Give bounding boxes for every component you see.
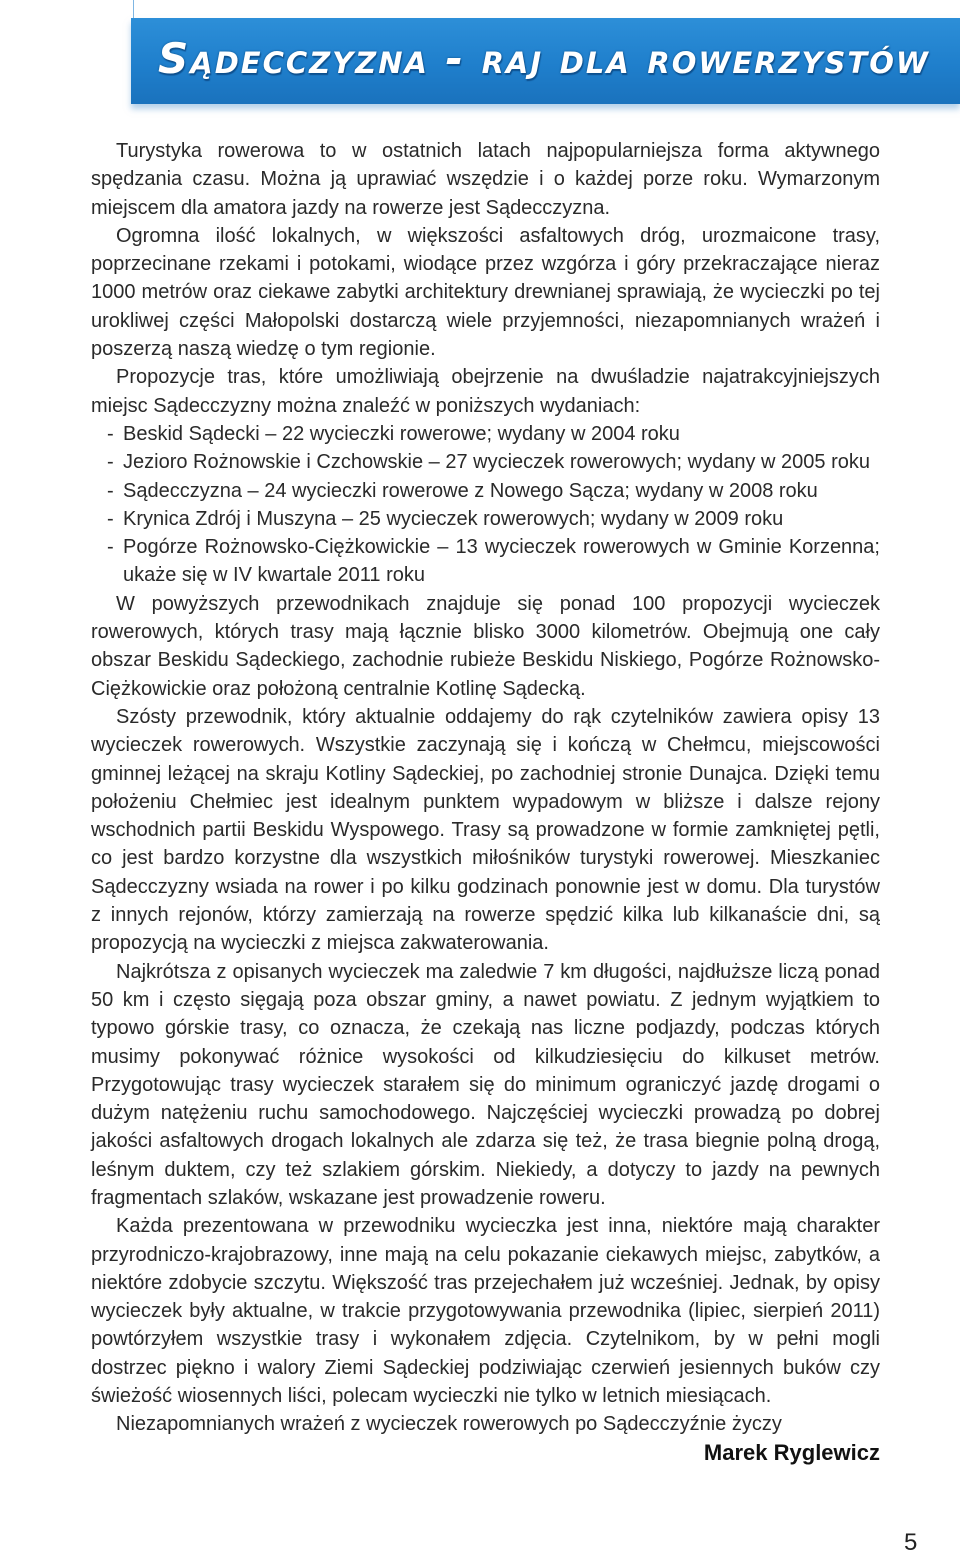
paragraph-guides: W powyższych przewodnikach znajduje się ponad 100 propozycji wycieczek rowerowych, których trasy mają łącznie blisko 3000 kilometrów. Obejmują one cały obszar Beskidu Sądeckiego, zachodnie rubieże Beskidu Niskiego, Pogórze Rożnowsko-Ciężkowickie oraz położoną centralnie Kotlinę Sądecką.: [91, 592, 880, 700]
list-item: [107, 420, 880, 448]
list-item: [107, 477, 880, 505]
page-number: 5: [904, 1529, 918, 1556]
paragraph-intro: Turystyka rowerowa to w ostatnich latach najpopularniejsza forma aktywnego spędzania czasu. Można ją uprawiać wszędzie i o każdej porze roku. Wymarzonym miejscem dla amatora jazdy na rowerze jest Sądecczyzna.: [91, 140, 880, 219]
list-item: [107, 533, 880, 590]
list-item-text: Beskid Sądecki – 22 wycieczki rowerowe; wydany w 2004 roku: [123, 422, 680, 445]
paragraph-sixth-guide: Szósty przewodnik, który aktualnie oddajemy do rąk czytelników zawiera opisy 13 wycieczek rowerowych. Wszystkie zaczynają się i kończą w Chełmcu, miejscowości gminnej leżącej na skraju Kotliny Sądeckiej, po zachodniej stronie Dunajca. Dzięki temu położeniu Chełmiec jest idealnym punktem wypadowym w bliższe i dalsze rejony wschodnich partii Beskidu Wyspowego. Trasy są prowadzone w formie zamkniętej pętli, co jest bardzo korzystne dla wszystkich miłośników turystyki rowerowej. Mieszkaniec Sądecczyzny wsiada na rower i po kilku godzinach ponownie jest w domu. Dla turystów z innych rejonów, którzy zamierzają na rowerze spędzić kilka lub kilkanaście dni, są propozycją na wycieczki z miejsca zakwaterowania.: [91, 705, 880, 955]
list-item: [107, 448, 880, 476]
list-dash: -: [107, 422, 114, 445]
paragraph-closing: Niezapomnianych wrażeń z wycieczek rowerowych po Sądecczyźnie życzy: [116, 1413, 782, 1436]
list-item-text: Krynica Zdrój i Muszyna – 25 wycieczek rowerowych; wydany w 2009 roku: [123, 507, 784, 530]
decorative-vertical-line: [133, 0, 134, 18]
list-dash: -: [107, 479, 114, 502]
list-item-text: Sądecczyzna – 24 wycieczki rowerowe z Nowego Sącza; wydany w 2008 roku: [123, 479, 818, 502]
list-item-text: Pogórze Rożnowsko-Ciężkowickie – 13 wycieczek rowerowych w Gminie Korzenna; ukaże się w IV kwartale 2011 roku: [123, 536, 880, 587]
page-title: Sądecczyzna - raj dla rowerzystów: [158, 34, 930, 83]
list-dash: -: [107, 507, 114, 530]
article-body: [91, 137, 880, 1467]
paragraph-proposals: Propozycje tras, które umożliwiają obejrzenie na dwuśladzie najatrakcyjniejszych miejsc Sądecczyzny można znaleźć w poniższych wydaniach:: [91, 366, 880, 417]
author-signature: Marek Ryglewicz: [703, 1439, 880, 1465]
publications-list: [91, 420, 880, 590]
paragraph-routes: Najkrótsza z opisanych wycieczek ma zaledwie 7 km długości, najdłuższe liczą ponad 50 km i często sięgają poza obszar gminy, a nawet powiatu. Z jednym wyjątkiem to typowo górskie trasy, co oznacza, że czekają nas liczne podjazdy, podczas których musimy pokonywać różnice wysokości od kilkudziesięciu do kilkuset metrów. Przygotowując trasy wycieczek starałem się do minimum ograniczyć jazdę drogami o dużym natężeniu ruchu samochodowego. Najczęściej wycieczki prowadzą po dobrej jakości asfaltowych drogach lokalnych ale zdarza się też, że trasa biegnie polną drogą, leśnym duktem, czy też szlakiem górskim. Niekiedy, a dotyczy to jazdy na pewnych fragmentach szlaków, wskazane jest prowadzenie roweru.: [91, 960, 880, 1209]
list-dash: -: [107, 451, 114, 474]
list-item-text: Jezioro Rożnowskie i Czchowskie – 27 wycieczek rowerowych; wydany w 2005 roku: [123, 451, 870, 474]
list-item: [107, 505, 880, 533]
paragraph-roads: Ogromna ilość lokalnych, w większości asfaltowych dróg, urozmaicone trasy, poprzecinane rzekami i potokami, wiodące przez wzgórza i góry przekraczające nieraz 1000 metrów oraz ciekawe zabytki architektury drewnianej sprawiają, że wycieczki po tej urokliwej części Małopolski dostarczą wiele przyjemności, niezapomnianych wrażeń i poszerzą naszą wiedzę o tym regionie.: [91, 224, 880, 361]
paragraph-character: Każda prezentowana w przewodniku wycieczka jest inna, niektóre mają charakter przyrodniczo-krajobrazowy, inne mają na celu pokazanie ciekawych miejsc, zabytków, a niektóre zdobycie szczytu. Większość tras przejechałem już wcześniej. Jednak, by opisy wycieczek były aktualne, w trakcie przygotowywania przewodnika (lipiec, sierpień 2011) powtórzyłem wszystkie trasy i wykonałem zdjęcia. Czytelnikom, by w pełni mogli dostrzec piękno i walory Ziemi Sądeckiej podziwiając czerwień jesiennych buków czy świeżość wiosennych liści, polecam wycieczki nie tylko w letnich miesiącach.: [91, 1215, 880, 1408]
list-dash: -: [107, 536, 114, 559]
